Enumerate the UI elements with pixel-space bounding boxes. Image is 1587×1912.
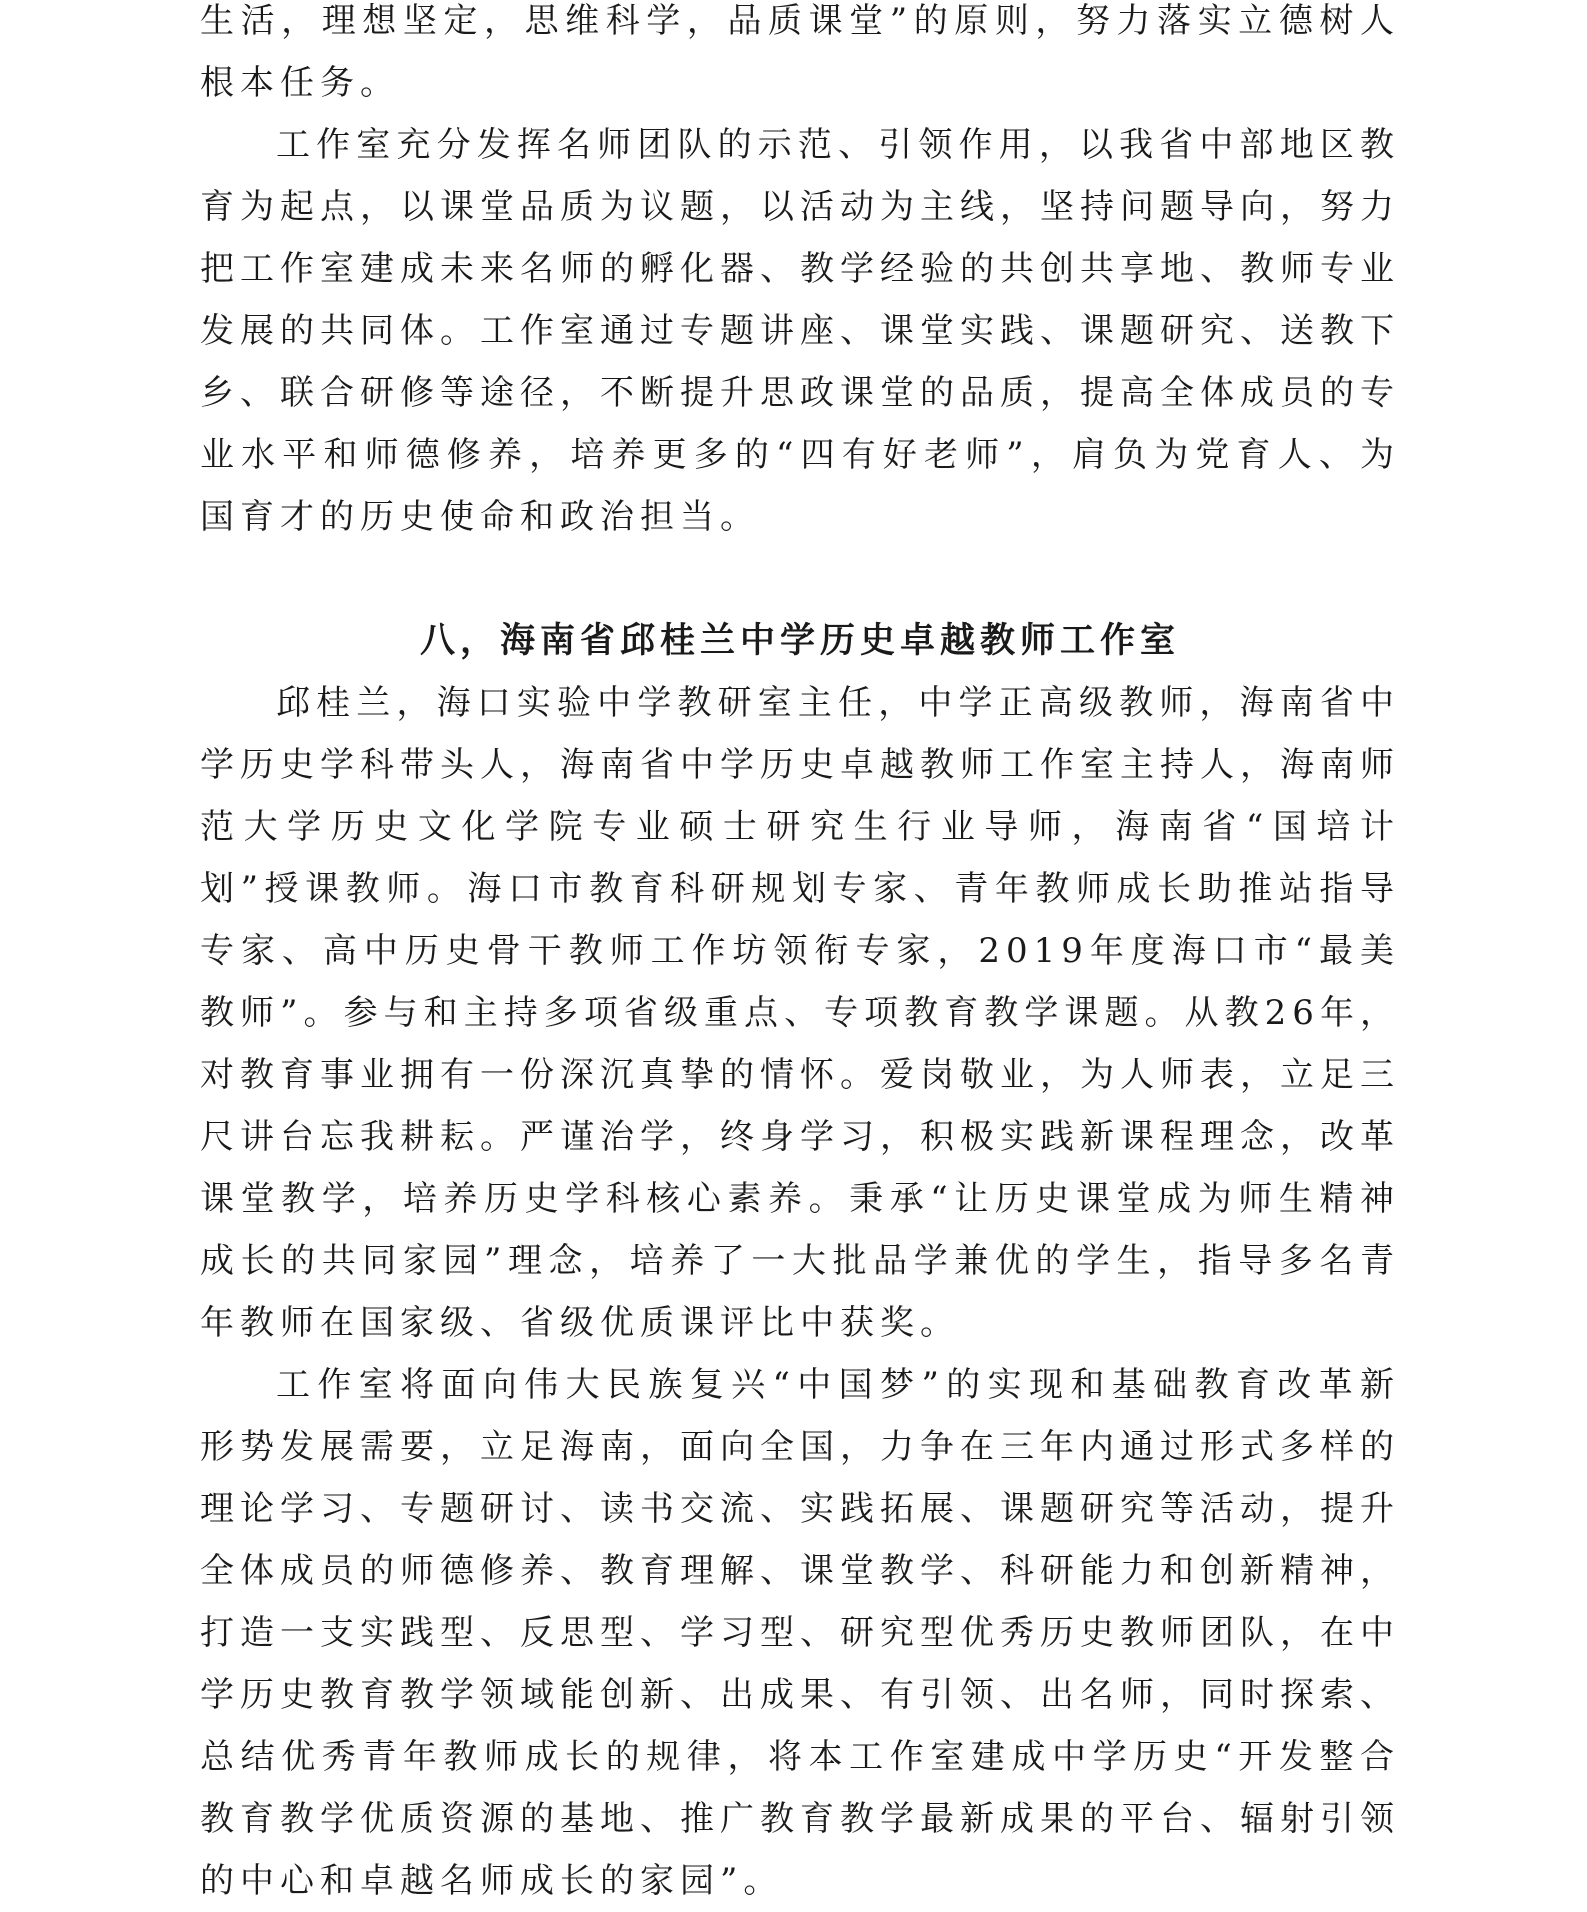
studio-goals-paragraph: 工作室将面向伟大民族复兴“中国梦”的实现和基础教育改革新形势发展需要，立足海南，面向全国，力争在三年内通过形式多样的理论学习、专题研讨、读书交流、实践拓展、课题研究等活动，提升全体成员的师德修养、教育理解、课堂教学、科研能力和创新精神，打造一支实践型、反思型、学习型、研究型优秀历史教师团队，在中学历史教育教学领域能创新、出成果、有引领、出名师，同时探索、总结优秀青年教师成长的规律，将本工作室建成中学历史“开发整合教育教学优质资源的基地、推广教育教学最新成果的平台、辐射引领的中心和卓越名师成长的家园”。 (200, 1365, 1400, 1901)
continuation-paragraph: 生活，理想坚定，思维科学，品质课堂”的原则，努力落实立德树人根本任务。 (200, 1, 1400, 103)
section-heading: 八，海南省邱桂兰中学历史卓越教师工作室 (419, 621, 1180, 661)
host-biography-paragraph: 邱桂兰，海口实验中学教研室主任，中学正高级教师，海南省中学历史学科带头人，海南省中学历史卓越教师工作室主持人，海南师范大学历史文化学院专业硕士研究生行业导师，海南省“国培计划”授课教师。海口市教育科研规划专家、青年教师成长助推站指导专家、高中历史骨干教师工作坊领衔专家，2019年度海口市“最美教师”。参与和主持多项省级重点、专项教育教学课题。从教26年，对教育事业拥有一份深沉真挚的情怀。爱岗敬业，为人师表，立足三尺讲台忘我耕耘。严谨治学，终身学习，积极实践新课程理念，改革课堂教学，培养历史学科核心素养。秉承“让历史课堂成为师生精神成长的共同家园”理念，培养了一大批品学兼优的学生，指导多名青年教师在国家级、省级优质课评比中获奖。 (200, 683, 1400, 1343)
studio-mission-paragraph: 工作室充分发挥名师团队的示范、引领作用，以我省中部地区教育为起点，以课堂品质为议题，以活动为主线，坚持问题导向，努力把工作室建成未来名师的孵化器、教学经验的共创共享地、教师专业发展的共同体。工作室通过专题讲座、课堂实践、课题研究、送教下乡、联合研修等途径，不断提升思政课堂的品质，提高全体成员的专业水平和师德修养，培养更多的“四有好老师”，肩负为党育人、为国育才的历史使命和政治担当。 (200, 125, 1400, 537)
document-page (200, 0, 1400, 1901)
